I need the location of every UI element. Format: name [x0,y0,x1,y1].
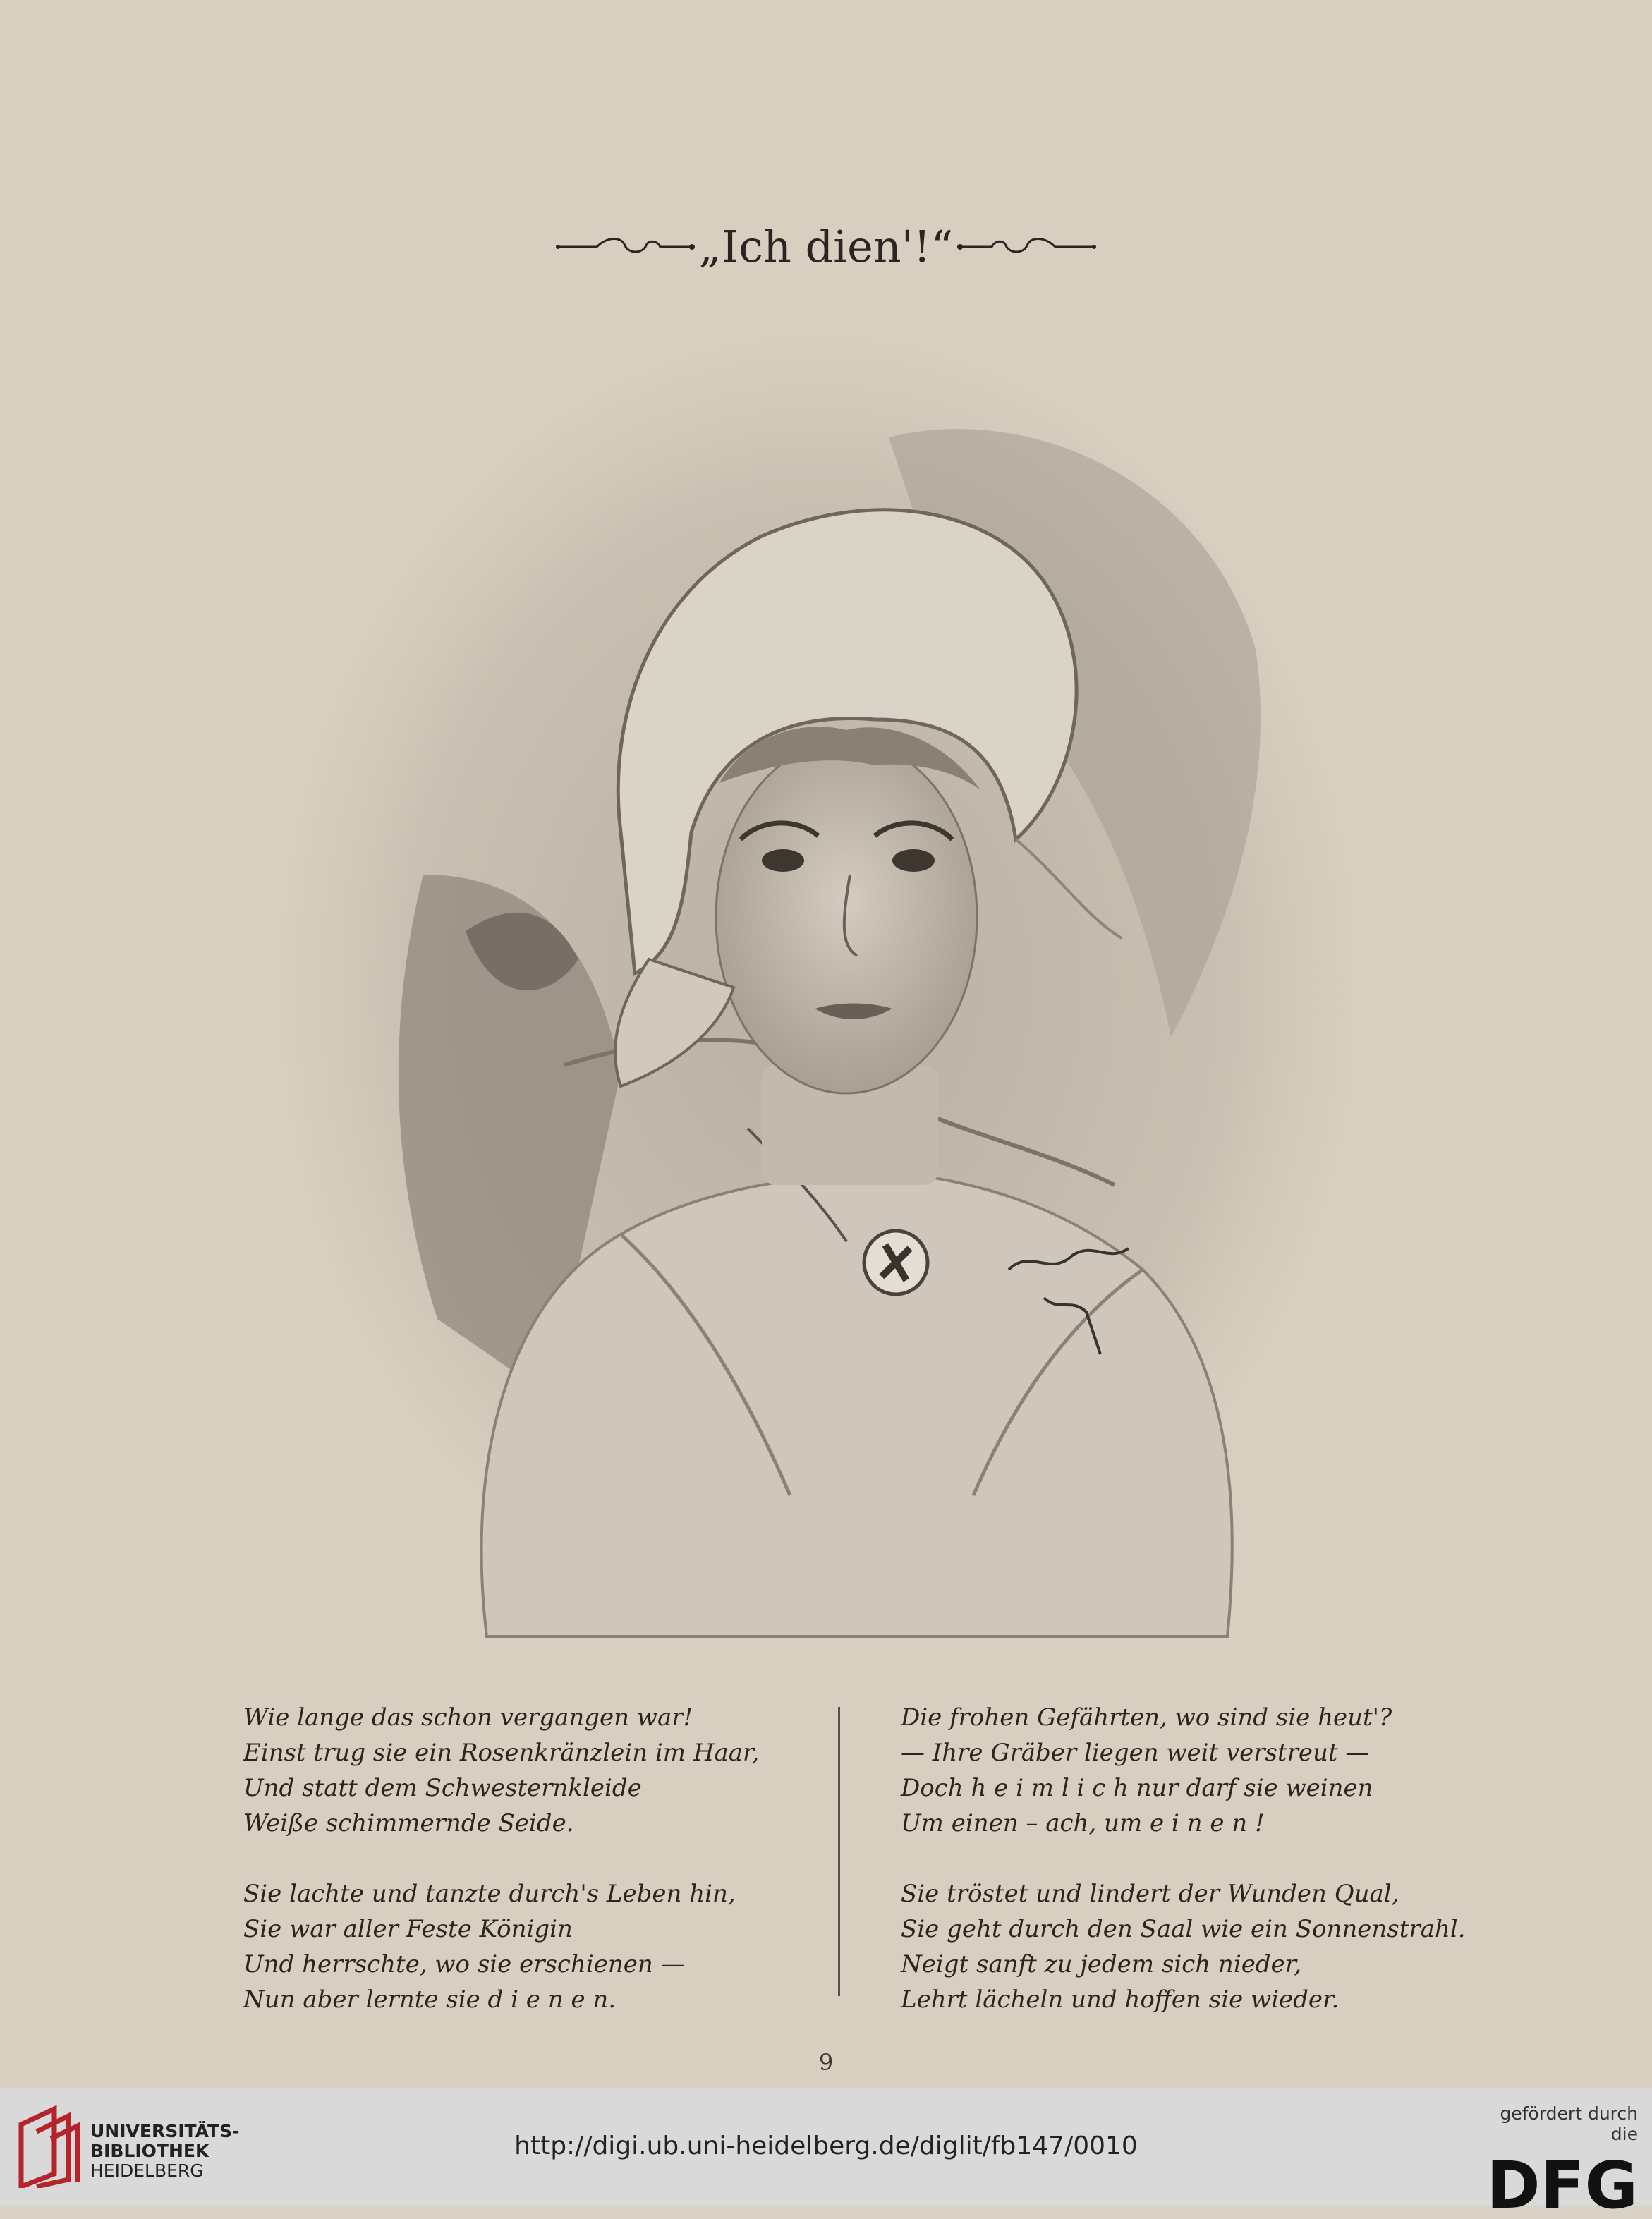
poem-line: Weiße schimmernde Seide. [243,1809,574,1837]
poem-line: Die frohen Gefährten, wo sind sie heut'? [901,1703,1392,1732]
poem-line: — Ihre Gräber liegen weit verstreut — [901,1739,1370,1767]
poem-line: Und statt dem Schwesternkleide [243,1774,642,1802]
page-number: 9 [818,2049,834,2076]
poem-line: Lehrt lächeln und hoffen sie wieder. [901,1986,1340,2014]
poem-line: Einst trug sie ein Rosenkränzlein im Haar, [243,1739,760,1767]
poem-line: Wie lange das schon vergangen war! [243,1703,693,1732]
poem-line: Doch h e i m l i c h nur darf sie weinen [901,1774,1373,1802]
poem-line: Sie lachte und tanzte durch's Leben hin, [243,1880,736,1908]
title-row [0,222,1652,272]
poem-title: „Ich dien'!“ [698,221,954,272]
left-ornament-icon [554,233,696,261]
poem-line: Und herrschte, wo sie erschienen — [243,1950,685,1978]
institution-line: UNIVERSITÄTS- [90,2121,240,2141]
poem-left-column [243,1700,850,2017]
dfg-logo-text: DFG [1486,2153,1638,2216]
poem-line: Um einen – ach, um e i n e n ! [901,1809,1265,1837]
poem-line: Sie geht durch den Saal wie ein Sonnenstrahl. [901,1915,1466,1943]
right-ornament-icon [956,233,1098,261]
institution-line: BIBLIOTHEK [90,2141,209,2161]
funder-label: gefördert durch die [1500,2103,1638,2144]
poem-line: Sie tröstet und lindert der Wunden Qual, [901,1880,1399,1908]
poem-line: Neigt sanft zu jedem sich nieder, [901,1950,1302,1978]
poem-right-column [901,1700,1507,2017]
column-divider [838,1707,840,1996]
institution-line: HEIDELBERG [90,2160,204,2181]
funder-block [1476,2103,1638,2219]
poem-line: Nun aber lernte sie d i e n e n. [243,1986,617,2014]
dfg-logo-icon [1476,2153,1638,2216]
poem-line: Sie war aller Feste Königin [243,1915,573,1943]
nurse-portrait-illustration [254,296,1383,1650]
permalink-url[interactable]: http://digi.ub.uni-heidelberg.de/diglit/fb147/0010 [514,2132,1138,2160]
footer-bar [0,2088,1652,2216]
